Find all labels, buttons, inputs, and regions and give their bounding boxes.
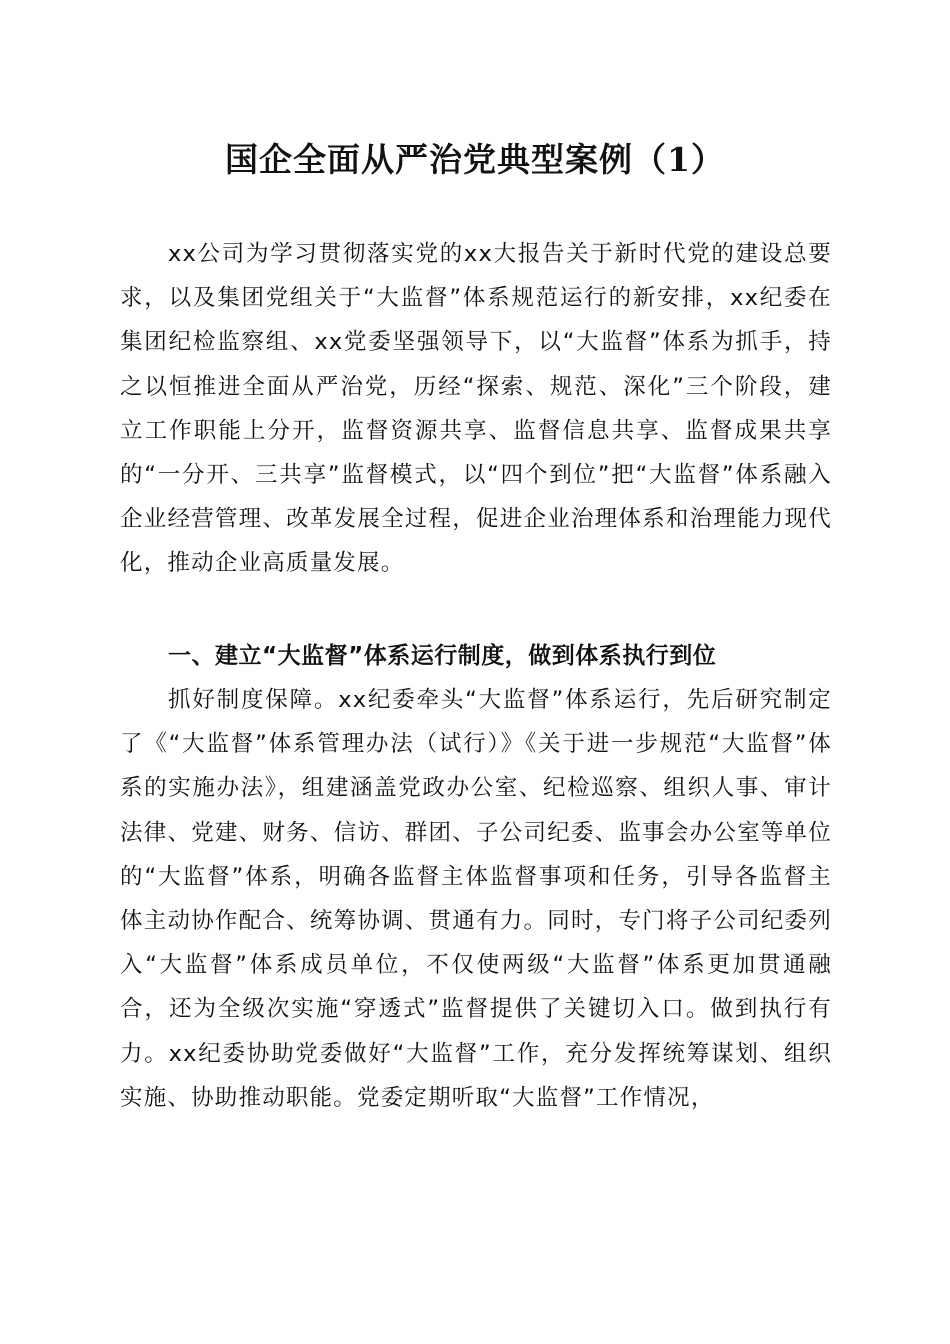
section-heading-1: 一、建立“大监督”体系运行制度，做到体系执行到位	[168, 643, 717, 669]
document-title: 国企全面从严治党典型案例（1）	[225, 140, 725, 179]
section-paragraph-1: 抓好制度保障。xx纪委牵头“大监督”体系运行，先后研究制定了《“大监督”体系管理办法（试行）》《关于进一步规范“大监督”体系的实施办法》，组建涵盖党政办公室、纪检巡察、组织人事、审计法律、党建、财务、信访、群团、子公司纪委、监事会办公室等单位的“大监督”体系，明确各监督主体监督事项和任务，引导各监督主体主动协作配合、统筹协调、贯通有力。同时，专门将子公司纪委列入“大监督”体系成员单位，不仅使两级“大监督”体系更加贯通融合，还为全级次实施“穿透式”监督提供了关键切入口。做到执行有力。xx纪委协助党委做好“大监督”工作，充分发挥统筹谋划、组织实施、协助推动职能。党委定期听取“大监督”工作情况，	[120, 687, 832, 1111]
intro-paragraph: xx公司为学习贯彻落实党的xx大报告关于新时代党的建设总要求，以及集团党组关于“大监督”体系规范运行的新安排，xx纪委在集团纪检监察组、xx党委坚强领导下，以“大监督”体系为抓手，持之以恒推进全面从严治党，历经“探索、规范、深化”三个阶段，建立工作职能上分开，监督资源共享、监督信息共享、监督成果共享的“一分开、三共享”监督模式，以“四个到位”把“大监督”体系融入企业经营管理、改革发展全过程，促进企业治理体系和治理能力现代化，推动企业高质量发展。	[120, 241, 832, 577]
